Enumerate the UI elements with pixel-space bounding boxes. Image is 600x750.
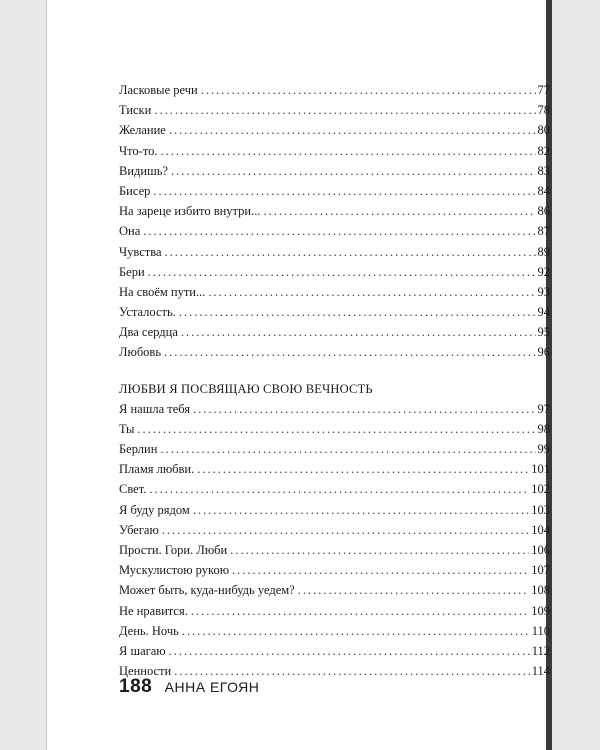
page-footer — [119, 676, 259, 698]
toc-entry — [119, 601, 550, 621]
toc-entry — [119, 282, 550, 302]
toc-entry — [119, 560, 550, 580]
dot-leader — [298, 580, 530, 600]
toc-entry-page: 114 — [531, 664, 550, 679]
toc-entry — [119, 399, 550, 419]
toc-entry-title: Я нашла тебя — [119, 401, 191, 416]
toc-entry-page: 109 — [531, 603, 550, 618]
toc-entry — [119, 242, 550, 262]
toc-entry — [119, 419, 550, 439]
toc-entry-title: Убегаю — [119, 522, 159, 537]
toc-entry-title: Видишь? — [119, 163, 168, 178]
toc-entry-title: Любовь — [119, 345, 162, 360]
toc-entry-title: День. Ночь — [119, 623, 179, 638]
toc-entry-page: 93 — [537, 284, 550, 299]
toc-entry-page: 112 — [531, 643, 550, 658]
toc-entry-title: Бери — [119, 264, 145, 279]
dot-leader — [191, 601, 529, 621]
toc-entry — [119, 580, 550, 600]
toc-entry-title: Прости. Гори. Люби — [119, 542, 228, 557]
toc-entry-title: Я шагаю — [119, 643, 166, 658]
toc-entry — [119, 342, 550, 362]
dot-leader — [169, 120, 536, 140]
book-page — [46, 0, 552, 750]
author-name: АННА ЕГОЯН — [164, 679, 260, 695]
toc-entry — [119, 520, 550, 540]
toc-entry-page: 78 — [537, 103, 550, 118]
toc-entry-title: Чувства — [119, 244, 162, 259]
dot-leader — [169, 641, 530, 661]
toc-entry-title: Я буду рядом — [119, 502, 190, 517]
toc-entry-page: 97 — [537, 401, 550, 416]
toc-entry-page: 89 — [537, 244, 550, 259]
toc-entry — [119, 439, 550, 459]
toc-entry — [119, 302, 550, 322]
toc-entry-page: 96 — [537, 345, 550, 360]
toc-entry-title: Не нравится. — [119, 603, 188, 618]
dot-leader — [193, 500, 529, 520]
toc-entry-page: 80 — [537, 123, 550, 138]
toc-entry-title: Два сердца — [119, 325, 178, 340]
toc-entry-page: 82 — [537, 143, 550, 158]
toc-entry — [119, 141, 550, 161]
toc-entry-page: 103 — [531, 502, 550, 517]
dot-leader — [197, 459, 529, 479]
dot-leader — [160, 439, 535, 459]
dot-leader — [171, 161, 536, 181]
toc-group-2 — [119, 399, 550, 682]
dot-leader — [149, 479, 529, 499]
toc-entry-page: 101 — [531, 462, 550, 477]
toc-entry-title: Ласковые речи — [119, 83, 198, 97]
table-of-contents — [119, 80, 550, 681]
dot-leader — [182, 621, 530, 641]
dot-leader — [143, 221, 535, 241]
toc-entry-page: 83 — [537, 163, 550, 178]
toc-entry-title: Ценности — [119, 664, 172, 679]
dot-leader — [232, 560, 529, 580]
dot-leader — [179, 302, 536, 322]
section-title: ЛЮБВИ Я ПОСВЯЩАЮ СВОЮ ВЕЧНОСТЬ — [119, 381, 373, 396]
toc-entry — [119, 100, 550, 120]
toc-entry — [119, 201, 550, 221]
dot-leader — [201, 80, 536, 100]
toc-entry-page: 98 — [537, 421, 550, 436]
dot-leader — [181, 322, 536, 342]
dot-leader — [164, 342, 535, 362]
toc-entry — [119, 621, 550, 641]
dot-leader — [263, 201, 535, 221]
toc-entry-title: Мускулистою рукою — [119, 563, 230, 578]
toc-entry-title: Тиски — [119, 103, 152, 118]
toc-entry-title: Усталость. — [119, 305, 176, 320]
toc-entry-page: 94 — [537, 305, 550, 320]
toc-entry — [119, 181, 550, 201]
toc-entry — [119, 80, 550, 100]
toc-entry-title: Может быть, куда-нибудь уедем? — [119, 583, 295, 598]
toc-entry-title: Что-то. — [119, 143, 158, 158]
toc-entry — [119, 221, 550, 241]
toc-entry — [119, 262, 550, 282]
toc-entry-page: 84 — [537, 183, 550, 198]
toc-group-1 — [119, 80, 550, 363]
toc-entry-title: На зареце избито внутри... — [119, 204, 261, 219]
dot-leader — [162, 520, 529, 540]
dot-leader — [165, 242, 536, 262]
dot-leader — [193, 399, 535, 419]
toc-entry-title: Ты — [119, 421, 135, 436]
toc-entry — [119, 459, 550, 479]
toc-entry-page: 99 — [537, 442, 550, 456]
toc-entry-title: Бисер — [119, 183, 151, 198]
dot-leader — [161, 141, 536, 161]
toc-entry-page: 110 — [531, 623, 550, 638]
toc-entry-page: 95 — [537, 325, 550, 340]
toc-entry-title: На своём пути... — [119, 284, 206, 299]
toc-entry — [119, 479, 550, 499]
toc-entry — [119, 500, 550, 520]
toc-entry-title: Свет. — [119, 482, 147, 497]
toc-entry-page: 104 — [531, 522, 550, 537]
dot-leader — [137, 419, 535, 439]
page-number: 188 — [119, 676, 153, 697]
toc-entry — [119, 322, 550, 342]
toc-entry-page: 106 — [531, 542, 550, 557]
dot-leader — [154, 100, 535, 120]
toc-entry-page: 102 — [531, 482, 550, 497]
dot-leader — [148, 262, 536, 282]
toc-entry-title: Она — [119, 224, 141, 239]
toc-entry — [119, 641, 550, 661]
toc-entry-title: Пламя любви. — [119, 462, 195, 477]
toc-entry-page: 86 — [537, 204, 550, 219]
toc-entry-title: Берлин — [119, 442, 158, 456]
dot-leader — [208, 282, 535, 302]
dot-leader — [153, 181, 535, 201]
toc-entry — [119, 540, 550, 560]
toc-entry-page: 87 — [537, 224, 550, 239]
toc-entry-title: Желание — [119, 123, 166, 138]
toc-entry-page: 108 — [531, 583, 550, 598]
toc-entry — [119, 161, 550, 181]
toc-entry-page: 77 — [537, 83, 550, 97]
dot-leader — [230, 540, 529, 560]
toc-entry-page: 107 — [531, 563, 550, 578]
toc-entry — [119, 120, 550, 140]
toc-entry-page: 92 — [537, 264, 550, 279]
